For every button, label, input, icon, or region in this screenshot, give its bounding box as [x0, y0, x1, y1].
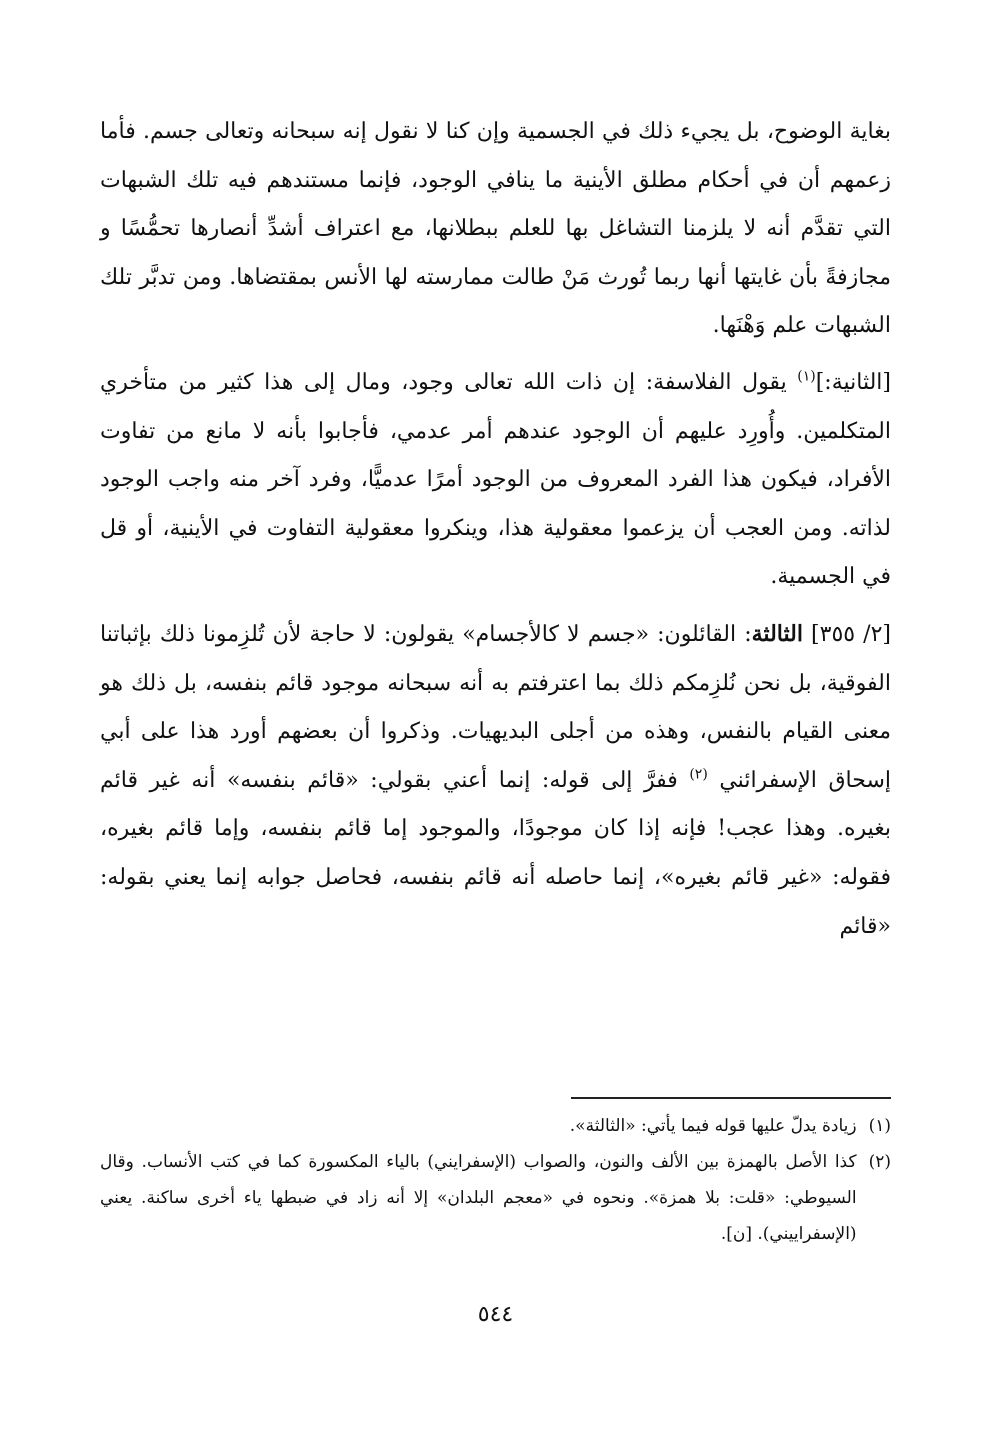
footnote-text: كذا الأصل بالهمزة بين الألف والنون، والصواب (الإسفرايني) بالياء المكسورة كما في كتب الأنساب. وقال السيوطي: «قلت: بلا همزة». ونحوه في «معجم البلدان» إلا أنه زاد في ضبطها ياء أخرى ساكنة. يعني (الإسفراييني). [ن].: [100, 1152, 857, 1244]
paragraph-2: [100, 359, 891, 602]
paragraph-1-text: بغاية الوضوح، بل يجيء ذلك في الجسمية وإن كنا لا نقول إنه سبحانه وتعالى جسم. فأما زعمهم أن في أحكام مطلق الأينية ما ينافي الوجود، فإنما مستندهم فيه تلك الشبهات التي تقدَّم أنه لا يلزمنا التشاغل بها للعلم ببطلانها، مع اعتراف أشدِّ أنصارها تحمُّسًا و مجازفةً بأن غايتها أنها ربما تُورث مَنْ طالت ممارسته لها الأنس بمقتضاها. ومن تدبَّر تلك الشبهات علم وَهْنَها.: [100, 119, 891, 339]
footnote-number: (٢): [868, 1152, 891, 1172]
paragraph-3: [100, 610, 891, 951]
paragraph-2-lead: [الثانية:]: [815, 369, 891, 395]
footnotes: [100, 1108, 891, 1252]
footnote-1: [100, 1108, 891, 1144]
footnote-number: (١): [868, 1116, 891, 1136]
paragraph-3-lead: [٢/ ٣٥٥]: [802, 621, 892, 647]
paragraph-3-text-b: ففرَّ إلى قوله: إنما أعني بقولي: «قائم بنفسه» أنه غير قائم بغيره. وهذا عجب! فإنه إذا كان موجودًا، والموجود إما قائم بنفسه، وإما قائم بغيره، فقوله: «غير قائم بغيره»، إنما حاصله أنه قائم بنفسه، فحاصل جوابه إنما يعني بقوله: «قائم: [100, 767, 891, 939]
paragraph-3-text-a: : القائلون: «جسم لا كالأجسام» يقولون: لا حاجة لأن تُلزِمونا ذلك بإثباتنا الفوقية، بل نحن نُلزِمكم ذلك بما اعترفتم به أنه سبحانه موجود قائم بنفسه، بل ذلك هو معنى القيام بالنفس، وهذه من أجلى البديهيات. وذكروا أن بعضهم أورد هذا على أبي إسحاق الإسفرائني: [100, 621, 891, 793]
paragraph-2-text: يقول الفلاسفة: إن ذات الله تعالى وجود، ومال إلى هذا كثير من متأخري المتكلمين. وأُورِد عليهم أن الوجود عندهم أمر عدمي، فأجابوا بأنه لا مانع من تفاوت الأفراد، فيكون هذا الفرد المعروف من الوجود أمرًا عدميًّا، وفرد آخر منه واجب الوجود لذاته. ومن العجب أن يزعموا معقولية هذا، وينكروا معقولية التفاوت في الأينية، أو قل في الجسمية.: [100, 369, 891, 590]
footnote-divider: [571, 1097, 891, 1099]
footnote-2: [100, 1144, 891, 1252]
footnote-ref-2[interactable]: (٢): [689, 766, 708, 783]
paragraph-1: [100, 108, 891, 351]
page-number: ٥٤٤: [477, 1302, 514, 1327]
paragraph-3-heading: الثالثة: [751, 620, 803, 647]
footnote-ref-1[interactable]: (١): [797, 368, 816, 385]
footnote-text: زيادة يدلّ عليها قوله فيما يأتي: «الثالثة».: [569, 1116, 857, 1136]
